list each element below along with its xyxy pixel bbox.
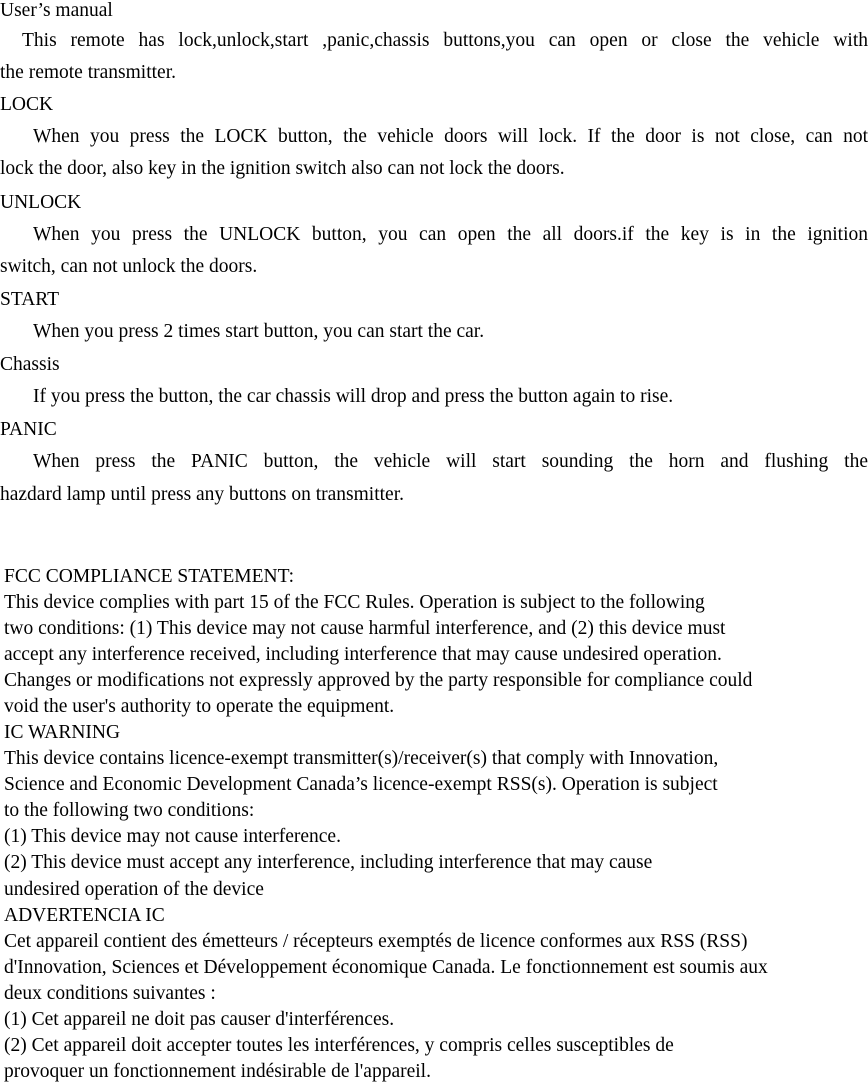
lock-heading: LOCK	[0, 94, 54, 115]
panic-line-2: hazdard lamp until press any buttons on transmitter.	[0, 484, 405, 505]
ic-line-6: undesired operation of the device	[4, 879, 264, 900]
panic-line-1: When press the PANIC button, the vehicle will start sounding the horn and flushing the	[33, 451, 868, 472]
fcc-line-1: This device complies with part 15 of the FCC Rules. Operation is subject to the following	[4, 592, 705, 613]
unlock-line-1: When you press the UNLOCK button, you can open the all doors.if the key is in the ignition	[33, 224, 868, 245]
chassis-line-1: If you press the button, the car chassis will drop and press the button again to rise.	[33, 386, 674, 407]
chassis-heading: Chassis	[0, 354, 60, 375]
unlock-line-2: switch, can not unlock the doors.	[0, 256, 258, 277]
fcc-line-5: void the user's authority to operate the equipment.	[4, 696, 395, 717]
fr-line-1: Cet appareil contient des émetteurs / récepteurs exemptés de licence conformes aux RSS (RSS)	[4, 931, 748, 952]
panic-heading: PANIC	[0, 419, 57, 440]
fr-line-6: provoquer un fonctionnement indésirable de l'appareil.	[4, 1061, 431, 1082]
ic-line-1: This device contains licence-exempt transmitter(s)/receiver(s) that comply with Innovation,	[4, 748, 719, 769]
fr-heading: ADVERTENCIA IC	[4, 905, 165, 926]
lock-line-2: lock the door, also key in the ignition switch also can not lock the doors.	[0, 158, 565, 179]
lock-line-1: When you press the LOCK button, the vehicle doors will lock. If the door is not close, can not	[33, 126, 868, 147]
fcc-line-3: accept any interference received, including interference that may cause undesired operation.	[4, 644, 722, 665]
fcc-line-2: two conditions: (1) This device may not cause harmful interference, and (2) this device must	[4, 618, 726, 639]
manual-title: User’s manual	[0, 0, 113, 21]
ic-line-2: Science and Economic Development Canada’s licence-exempt RSS(s). Operation is subject	[4, 774, 718, 795]
ic-line-5: (2) This device must accept any interference, including interference that may cause	[4, 852, 653, 873]
fr-line-2: d'Innovation, Sciences et Développement économique Canada. Le fonctionnement est soumis aux	[4, 957, 768, 978]
fr-line-5: (2) Cet appareil doit accepter toutes les interférences, y compris celles susceptibles de	[4, 1035, 674, 1056]
intro-line-2: the remote transmitter.	[0, 62, 176, 83]
fr-line-4: (1) Cet appareil ne doit pas causer d'interférences.	[4, 1009, 395, 1030]
unlock-heading: UNLOCK	[0, 192, 82, 213]
intro-line-1: This remote has lock,unlock,start ,panic,chassis buttons,you can open or close the vehicle with	[22, 30, 868, 51]
ic-line-4: (1) This device may not cause interference.	[4, 826, 341, 847]
ic-line-3: to the following two conditions:	[4, 800, 255, 821]
fcc-line-4: Changes or modifications not expressly approved by the party responsible for compliance could	[4, 670, 753, 691]
start-line-1: When you press 2 times start button, you can start the car.	[33, 321, 485, 342]
start-heading: START	[0, 289, 60, 310]
ic-heading: IC WARNING	[4, 722, 121, 743]
fcc-heading: FCC COMPLIANCE STATEMENT:	[4, 566, 294, 587]
fr-line-3: deux conditions suivantes :	[4, 983, 216, 1004]
